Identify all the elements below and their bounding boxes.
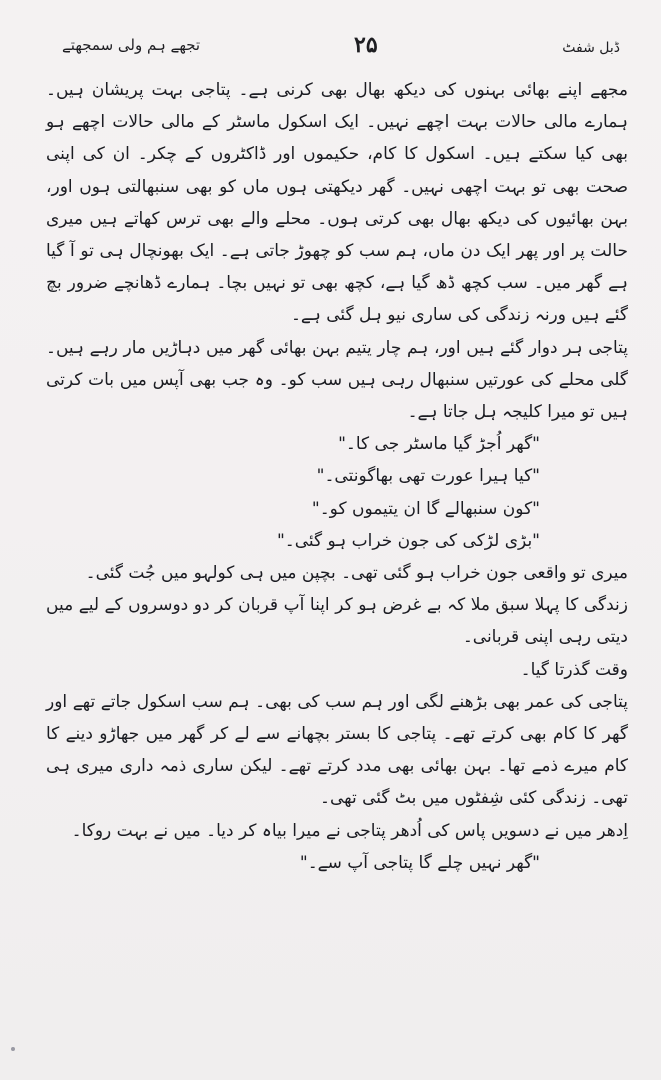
- running-title: تجھے ہم ولی سمجھتے: [62, 36, 201, 54]
- paragraph: زندگی کا پہلا سبق ملا کہ بے غرض ہو کر اپنا آپ قربان کر دو دوسروں کے لیے میں دیتی رہی اپنی قربانی۔: [46, 595, 628, 648]
- paragraph: پتاجی ہر دوار گئے ہیں اور، ہم چار یتیم بہن بھائی گھر میں دہاڑیں مار رہے ہیں۔ گلی محلے کی عورتیں سنبھال رہی ہیں سب کو۔ وہ جب بھی آپس میں بات کرتی ہیں تو میرا کلیجہ ہل جاتا ہے۔: [46, 337, 628, 423]
- section-title: ڈبل شفٹ: [562, 40, 620, 56]
- quote-line: "کیا ہیرا عورت تھی بھاگونتی۔": [316, 466, 540, 487]
- quote-line: "گھر نہیں چلے گا پتاجی آپ سے۔": [299, 852, 540, 873]
- paragraph: میری تو واقعی جون خراب ہو گئی تھی۔ بچپن میں ہی کولہو میں جُت گئی۔: [85, 563, 628, 584]
- paragraph: وقت گذرتا گیا۔: [520, 659, 628, 680]
- paragraph: پتاجی کی عمر بھی بڑھنے لگی اور ہم سب کی بھی۔ ہم سب اسکول جاتے تھے اور گھر کا کام بھی کرتے تھے۔ پتاجی کا بستر بچھانے سے لے کر گھر میں جھاڑو دینے کا کام میرے ذمے تھا۔ بہن بھائی بھی مدد کرتے تھے۔ لیکن ساری ذمہ داری میری ہی تھی۔ زندگی کئی شِفٹوں میں بٹ گئی تھی۔: [46, 691, 628, 809]
- paragraph: مجھے اپنے بھائی بہنوں کی دیکھ بھال بھی کرنی ہے۔ پتاجی بہت پریشان ہیں۔ ہمارے مالی حالات بہت اچھے نہیں۔ ایک اسکول ماسٹر کے مالی حالات اچھے ہو بھی کیا سکتے ہیں۔ اسکول کا کام، حکیموں اور ڈاکٹروں کے چکر۔ ان کی اپنی صحت بھی تو بہت اچھی نہیں۔ گھر دیکھتی ہوں ماں کو بھی سنبھالتی ہوں اور، بہن بھائیوں کی دیکھ بھال بھی کرتی ہوں۔ محلے والے بھی ترس کھاتے ہیں میری حالت پر اور پھر ایک دن ماں، ہم سب کو چھوڑ جاتی ہے۔ ایک بھونچال ہی تو آ گیا ہے گھر میں۔ سب کچھ ڈھ گیا ہے، کچھ بھی تو نہیں بچا۔ ہمارے ڈھانچے ضرور بچ گئے ہیں ورنہ زندگی کی ساری نیو ہل گئی ہے۔: [46, 80, 628, 326]
- page-header: [60, 30, 620, 70]
- quote-line: "گھر اُجڑ گیا ماسٹر جی کا۔": [338, 434, 540, 455]
- page-number: ۲۵: [354, 32, 378, 58]
- page-edge-mark: [6, 1042, 20, 1056]
- paragraph: اِدھر میں نے دسویں پاس کی اُدھر پتاجی نے میرا بیاہ کر دیا۔ میں نے بہت روکا۔: [71, 820, 628, 841]
- quote-line: "بڑی لڑکی کی جون خراب ہو گئی۔": [276, 530, 540, 551]
- page-body: [46, 74, 628, 1064]
- quote-line: "کون سنبھالے گا ان یتیموں کو۔": [311, 498, 540, 519]
